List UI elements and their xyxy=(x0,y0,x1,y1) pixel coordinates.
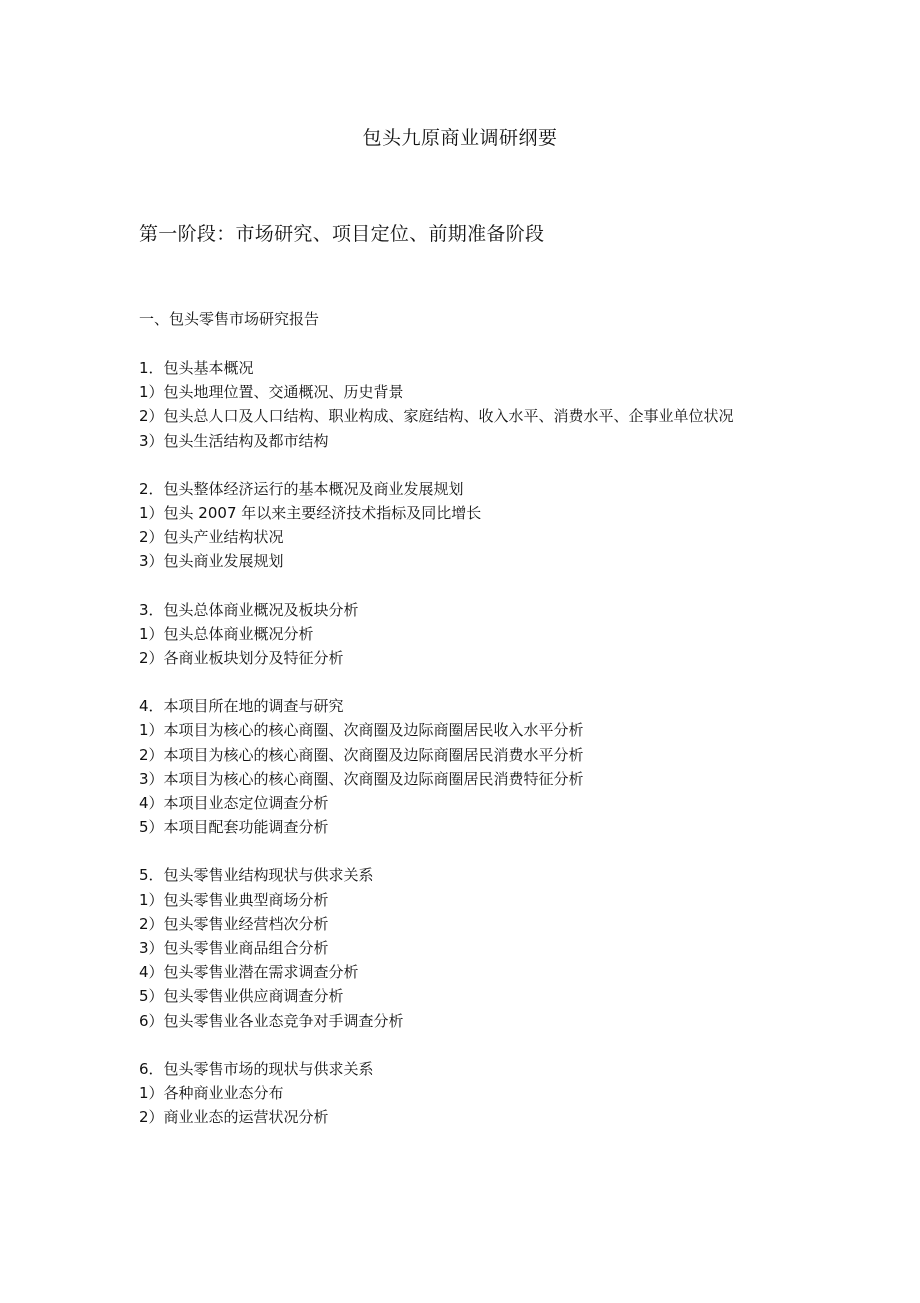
report-heading: 一、包头零售市场研究报告 xyxy=(139,310,320,328)
section-item: 5）包头零售业供应商调查分析 xyxy=(139,987,344,1006)
section-project-site-survey xyxy=(139,694,749,839)
section-item: 1）本项目为核心的核心商圈、次商圈及边际商圈居民收入水平分析 xyxy=(139,721,584,740)
section-item: 6）包头零售业各业态竞争对手调查分析 xyxy=(139,1011,404,1030)
section-item: 3）包头商业发展规划 xyxy=(139,552,284,571)
section-item: 3）本项目为核心的核心商圈、次商圈及边际商圈居民消费特征分析 xyxy=(139,769,584,788)
section-heading: 1．包头基本概况 xyxy=(139,359,254,377)
section-economy-overview xyxy=(139,477,749,574)
section-item: 1）包头地理位置、交通概况、历史背景 xyxy=(139,383,404,402)
outline-sections xyxy=(139,356,749,1153)
section-item: 5）本项目配套功能调查分析 xyxy=(139,818,329,837)
phase-heading: 第一阶段：市场研究、项目定位、前期准备阶段 xyxy=(139,223,545,245)
section-item: 4）包头零售业潜在需求调查分析 xyxy=(139,963,359,982)
section-heading: 2．包头整体经济运行的基本概况及商业发展规划 xyxy=(139,479,464,498)
section-item: 2）包头产业结构状况 xyxy=(139,528,284,547)
section-item: 2）各商业板块划分及特征分析 xyxy=(139,649,344,668)
section-item: 2）包头总人口及人口结构、职业构成、家庭结构、收入水平、消费水平、企事业单位状况 xyxy=(139,407,734,426)
section-heading: 3．包头总体商业概况及板块分析 xyxy=(139,600,359,619)
section-commerce-overview xyxy=(139,598,749,671)
section-item: 4）本项目业态定位调查分析 xyxy=(139,794,329,813)
section-heading: 5．包头零售业结构现状与供求关系 xyxy=(139,866,374,885)
document-title: 包头九原商业调研纲要 xyxy=(362,127,558,149)
section-retail-market xyxy=(139,1057,749,1130)
section-item: 1）包头零售业典型商场分析 xyxy=(139,890,329,909)
section-heading: 4．本项目所在地的调查与研究 xyxy=(139,697,344,716)
section-item: 1）包头总体商业概况分析 xyxy=(139,624,314,643)
section-item: 3）包头零售业商品组合分析 xyxy=(139,939,329,958)
section-item: 2）包头零售业经营档次分析 xyxy=(139,914,329,933)
section-item: 1）各种商业业态分布 xyxy=(139,1084,284,1103)
section-item: 2）本项目为核心的核心商圈、次商圈及边际商圈居民消费水平分析 xyxy=(139,745,584,764)
section-item: 3）包头生活结构及都市结构 xyxy=(139,431,329,450)
section-heading: 6．包头零售市场的现状与供求关系 xyxy=(139,1059,374,1078)
section-item: 2）商业业态的运营状况分析 xyxy=(139,1108,329,1127)
section-basic-overview xyxy=(139,356,749,453)
section-item: 1）包头 2007 年以来主要经济技术指标及同比增长 xyxy=(139,504,482,523)
section-retail-structure xyxy=(139,863,749,1032)
